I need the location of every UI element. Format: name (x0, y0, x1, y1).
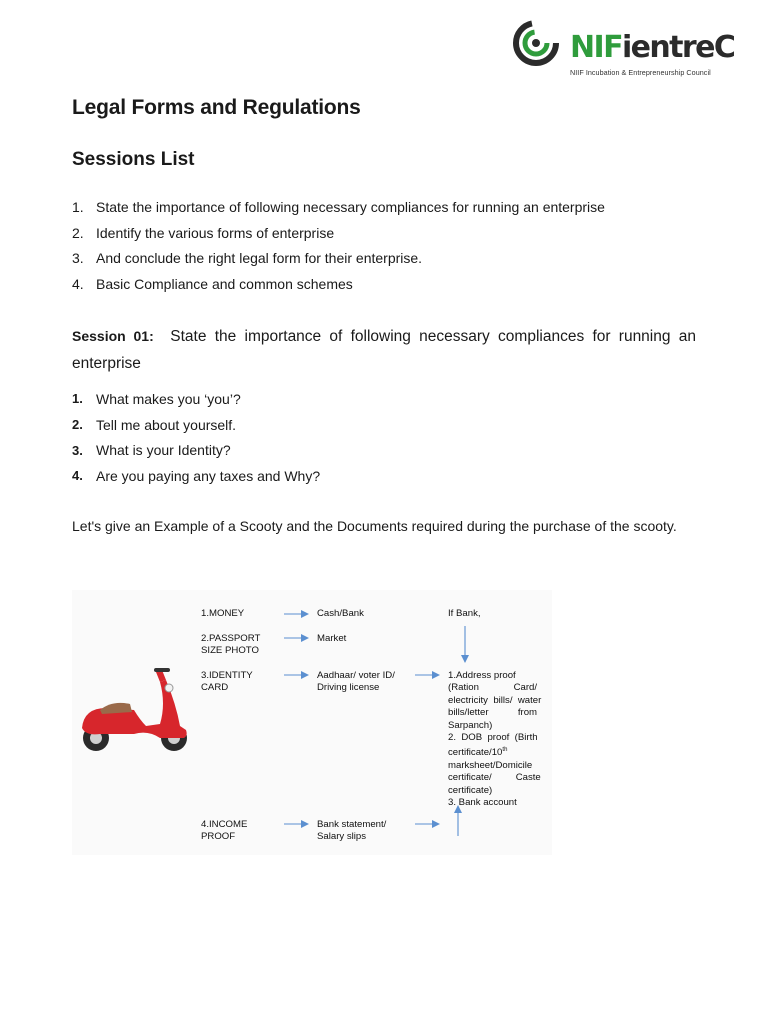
example-paragraph: Let's give an Example of a Scooty and the Documents required during the purchase of the scooty. (72, 518, 677, 534)
item-income-proof: 4.INCOME PROOF (201, 819, 248, 843)
sessions-heading: Sessions List (72, 149, 195, 170)
session-item: 1. State the importance of following necessary compliances for running an enterprise (72, 198, 605, 215)
if-bank-text: If Bank, (448, 608, 481, 619)
session-01-heading (72, 323, 696, 377)
session-01-label: Session 01: (72, 328, 154, 344)
question-item: 3. What is your Identity? (72, 442, 231, 459)
question-item: 2. Tell me about yourself. (72, 416, 237, 433)
item-money: 1.MONEY (201, 608, 245, 619)
questions-list (72, 386, 320, 489)
bank-documents-text: 1.Address proof (Ration Card/ electricity bills/ water bills/letter from Sarpanch) 2. DOB proof (Birth certificate/10th marksheet/Domicile certificate/ Caste certificate) 3. Bank account (448, 670, 542, 809)
scooty-documents-figure (72, 590, 552, 855)
market-text: Market (317, 633, 347, 644)
session-item: 3. And conclude the right legal form for their enterprise. (72, 250, 423, 267)
cash-bank-text: Cash/Bank (317, 608, 364, 619)
flow-arrows (72, 590, 552, 855)
session-item: 4. Basic Compliance and common schemes (72, 275, 353, 292)
logo-wordmark: NIFientreC (570, 30, 735, 65)
nifientrec-logo (512, 16, 735, 80)
identity-documents-text: Aadhaar/ voter ID/ Driving license (317, 670, 395, 694)
question-item: 4. Are you paying any taxes and Why? (72, 467, 321, 484)
item-identity-card: 3.IDENTITY CARD (201, 670, 253, 694)
session-01-text: State the importance of following necessary compliances for running an enterprise (72, 328, 696, 372)
logo-swirl-icon (512, 19, 564, 67)
question-item: 1. What makes you ‘you’? (72, 390, 241, 407)
session-item: 2. Identify the various forms of enterprise (72, 224, 335, 241)
logo-tagline: NIIF Incubation & Entrepreneurship Council (570, 68, 711, 77)
item-passport-photo: 2.PASSPORT SIZE PHOTO (201, 633, 261, 657)
page-title: Legal Forms and Regulations (72, 96, 361, 119)
sessions-list (72, 194, 605, 297)
income-documents-text: Bank statement/ Salary slips (317, 819, 387, 843)
